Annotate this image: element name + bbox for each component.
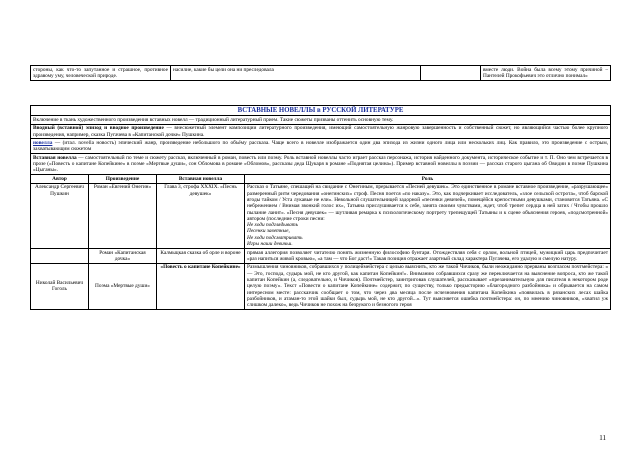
- column-header-role: Роль: [245, 175, 611, 183]
- role-cell: [245, 183, 611, 248]
- table-header-row: [31, 175, 611, 183]
- definition-text: — (итал. novella новость) эпический жанр, произведение небольшого по объёму рассказа. Чаще всего в новелле изображается один два эпизода из жизни одного лица или нескольких лиц. Как правило, это произведение с острым, захватывающим сюжетом: [33, 140, 609, 153]
- table-cell: стороны, как что-то запутанное и страшное, противное здравому уму, человеческой природе.: [31, 66, 171, 81]
- verse-line: Песенки заветные,: [247, 228, 290, 235]
- definition-cell: [31, 124, 611, 139]
- section-title: ВСТАВНЫЕ НОВЕЛЛЫ в РУССКОЙ ЛИТЕРАТУРЕ: [31, 106, 611, 116]
- table-row: [31, 248, 611, 263]
- continued-table: [30, 65, 611, 81]
- verse-line: Игры наши девичьи.: [247, 241, 293, 248]
- definition-term: Вставная новелла: [33, 154, 77, 161]
- author-cell: Александр Сергеевич Пушкин: [31, 183, 89, 248]
- definition-cell: [31, 139, 611, 154]
- verse-line: Не ходи подглядывать: [247, 222, 299, 229]
- column-header-work: Произведение: [89, 175, 157, 183]
- author-cell: [31, 248, 89, 263]
- novella-cell: Глава 3, строфа XXXIX. «Песнь девушек»: [157, 183, 245, 248]
- work-cell: Поэма «Мертвые души»: [89, 263, 157, 309]
- definition-text: — самостоятельный по теме и сюжету рассказ, включенный в роман, повесть или поэму. Роль вставной новеллы часто играет рассказ персонажа, история найденного документа, историческое событие и т. П. Оно чем встречается в прозе («Повесть о капитане Копейкине» в поэме «Мертвые души», сон Обломова в романе «Обломов», рассказы деда Щукаря в романе «Поднятая целина»). Пример вставной новеллы в поэзии — рассказ старого цыгана об Овидии в поэме Пушкина «Цыганы».: [33, 154, 609, 174]
- novella-cell: «Повесть о капитане Копейкине»: [157, 263, 245, 309]
- definition-row: [31, 124, 611, 139]
- column-header-author: Автор: [31, 175, 89, 183]
- verse-line: Не ходи подсматривать: [247, 234, 303, 241]
- role-text: Рассказ о Татьяне, спешащей на свидание с Онегиным, прерывается «Песней девушек». Это единственное в романе вставное произведение, «разрушающее» размеренный ритм чередования «онегинских» строф. Песня поется «по наказу». Это, как подчеркивает исследователь, «злое сельской острота», чтоб барской ягоды тайком / Уста лукавые не ели». Невольной слушательницей задорной «песенки девичей», помещёйся крепостными девушками, становится Татьяна. «С небрежением / Внимая звонкий голос их», Татьяна прислушивается к себе, занята своими чувствами, ждет, чтоб трепет сердца в ней затих / Чтобы прошло пылание ланит». «Песня девушек» — шутливая ремарка к психологическому портрету трепещущей Татьяны и к сцене объяснения героев, «подсмотренной» автором (последние строки песни:: [247, 184, 609, 222]
- table-cell: [421, 66, 481, 81]
- role-cell: прямая аллегория позволяет читателю понять жизненную философию бунтаря. Отождествляя себя с орлом, вольной птицей, мужицкий царь предпочитает «раз напиться живой кровью», «а там — что Бог даст!» Такая позиция отражает азартный склад характера Пугачева, его удалую и смелую натуру.: [245, 248, 611, 263]
- definition-cell: [31, 154, 611, 175]
- table-row: [31, 183, 611, 248]
- role-cell: Размышления чиновников, собравшихся у полицеймейстера с целью выяснить, кто же такой Чичиков, были неожиданно прерваны возгласом почтмейстера: « — Это, господа, судырь мой, не кто другой, как капитан Копейкин!». Вниманию собравшихся сразу же переключается на выяснение вопроса, кто же такой капитан Копейкин (а, следовательно, и Чичиков). Почтмейстер, заинтриговав слушателей, рассказывает «презанимательную для писателя в некотором роде целую поэму». Текст «Повести о капитане Копейкине» содержит, по существу, только предысторию «благородного разбойника» и обрывается на самом интересном месте: рассказчик сообщает о том, что через два месяца после исчезновения капитана Копейкина «появилась в рязанских лесах шайка разбойников, и атаман-то этой шайки был, судырь мой, не кто другой...». Тут выясняется ошибка почтмейстера: он, по мнению чиновников, «хватил уж слишком далеко», ведь Чичиков не похож на безрукого и безногого героя: [245, 263, 611, 309]
- author-cell: Николай Васильевич Гоголь: [31, 263, 89, 309]
- definition-row: [31, 154, 611, 175]
- definition-term: Вводный (вставной) эпизод и вводное произведение: [33, 125, 164, 132]
- page-number: 11: [599, 434, 606, 442]
- section-heading-row: [31, 106, 611, 116]
- work-cell: Роман «Капитанская дочка»: [89, 248, 157, 263]
- definition-row: [31, 139, 611, 154]
- definition-term: новелла: [33, 140, 53, 147]
- intro-row: [31, 116, 611, 124]
- definition-text: — внесюжетный элемент композиции литературного произведения, имеющий самостоятельную жанровую завершенность и собственный сюжет, но являющийся частью более крупного произведения, например, сказка Пугачева в «Капитанской дочке» Пушкина.: [33, 125, 609, 138]
- intro-text: Включение в ткань художественного произведения вставных новелл — традиционный литературный прием. Такие сюжеты призваны оттенить основную тему.: [31, 116, 611, 124]
- column-header-novella: Вставная новелла: [157, 175, 245, 183]
- novellas-table: [30, 105, 611, 310]
- work-cell: Роман «Евгений Онегин»: [89, 183, 157, 248]
- table-cell: насилие, какие бы цели она ни преследовала: [171, 66, 421, 81]
- table-cell: вместе люди. Война была всему этому причиной – Пантелей Прокофьевич это отлично понимал»: [481, 66, 611, 81]
- novella-cell: Калмыцкая сказка об орле и вороне: [157, 248, 245, 263]
- table-row: [31, 66, 611, 81]
- table-row: [31, 263, 611, 309]
